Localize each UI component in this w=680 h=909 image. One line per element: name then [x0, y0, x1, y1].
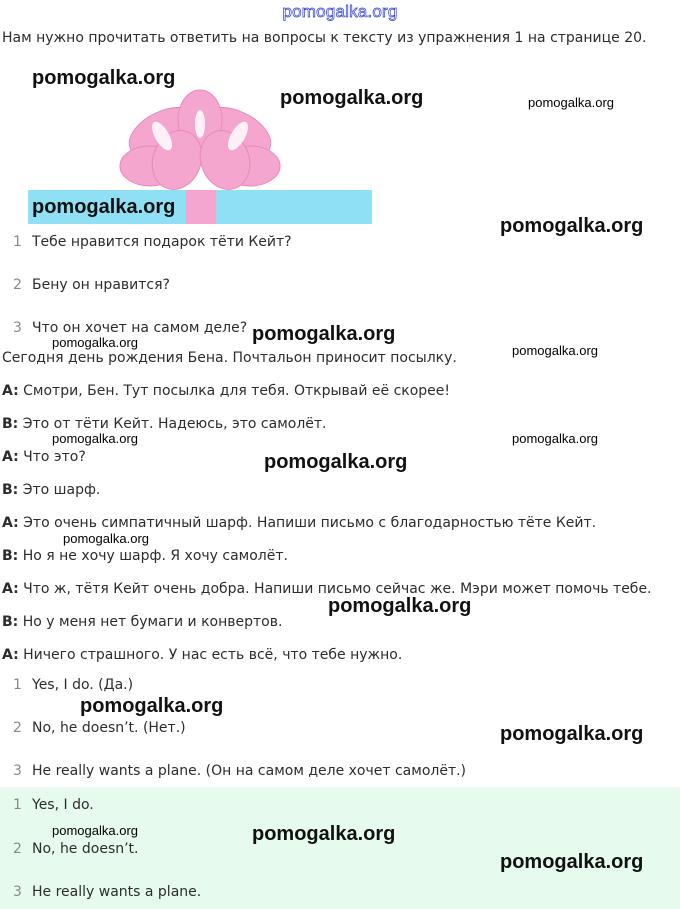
watermark: pomogalka.org [500, 723, 644, 745]
dialogue-text: Что ж, тётя Кейт очень добра. Напиши письмо сейчас же. Мэри может помочь тебе. [18, 581, 652, 597]
answer-text: He really wants a plane. [32, 884, 202, 900]
answer-number: 3 [13, 884, 22, 900]
watermark: pomogalka.org [264, 451, 408, 473]
watermark: pomogalka.org [52, 823, 138, 838]
answer-text: No, he doesn’t. (Нет.) [32, 720, 186, 736]
answer-number: 1 [13, 677, 22, 693]
dialogue-text: Ничего страшного. У нас есть всё, что тебе нужно. [18, 647, 403, 663]
watermark: pomogalka.org [52, 335, 138, 350]
watermark: pomogalka.org [500, 851, 644, 873]
dialogue-line [2, 614, 282, 630]
speaker-label: A: [2, 383, 19, 399]
story-intro: Сегодня день рождения Бена. Почтальон приносит посылку. [2, 350, 457, 366]
dialogue-line [2, 548, 288, 564]
answer-number: 2 [13, 720, 22, 736]
dialogue-text: Что это? [18, 449, 86, 465]
speaker-label: A: [2, 647, 19, 663]
speaker-label: A: [2, 449, 19, 465]
speaker-label: B: [2, 548, 19, 564]
task-intro: Нам нужно прочитать ответить на вопросы к тексту из упражнения 1 на странице 20. [2, 30, 647, 46]
answer-number: 1 [13, 797, 22, 813]
dialogue-text: Это очень симпатичный шарф. Напиши письмо с благодарностью тёте Кейт. [18, 515, 597, 531]
answer-text: Yes, I do. (Да.) [32, 677, 134, 693]
speaker-label: B: [2, 614, 19, 630]
watermark: pomogalka.org [252, 823, 396, 845]
watermark: pomogalka.org [528, 95, 614, 110]
watermark: pomogalka.org [512, 431, 598, 446]
site-title[interactable]: pomogalka.org [282, 2, 398, 21]
question-text: Бену он нравится? [32, 277, 170, 293]
dialogue-line [2, 515, 596, 531]
speaker-label: A: [2, 581, 19, 597]
question-text: Что он хочет на самом деле? [32, 320, 248, 336]
watermark: pomogalka.org [252, 323, 396, 345]
gift-bow-illustration [115, 88, 285, 192]
dialogue-text: Но у меня нет бумаги и конвертов. [18, 614, 283, 630]
gift-ribbon [186, 190, 216, 224]
dialogue-text: Но я не хочу шарф. Я хочу самолёт. [18, 548, 288, 564]
dialogue-line [2, 416, 327, 432]
watermark: pomogalka.org [328, 595, 472, 617]
watermark: pomogalka.org [80, 695, 224, 717]
dialogue-text: Смотри, Бен. Тут посылка для тебя. Открывай её скорее! [18, 383, 451, 399]
answer-number: 3 [13, 763, 22, 779]
question-text: Тебе нравится подарок тёти Кейт? [32, 234, 292, 250]
speaker-label: B: [2, 482, 19, 498]
question-number: 1 [13, 234, 22, 250]
answer-text: Yes, I do. [32, 797, 94, 813]
answer-text: No, he doesn’t. [32, 841, 139, 857]
answer-number: 2 [13, 841, 22, 857]
watermark: pomogalka.org [500, 215, 644, 237]
dialogue-text: Это шарф. [18, 482, 101, 498]
watermark: pomogalka.org [32, 67, 176, 89]
watermark: pomogalka.org [52, 431, 138, 446]
question-number: 3 [13, 320, 22, 336]
question-number: 2 [13, 277, 22, 293]
speaker-label: A: [2, 515, 19, 531]
watermark: pomogalka.org [512, 343, 598, 358]
dialogue-line [2, 449, 86, 465]
watermark: pomogalka.org [280, 87, 424, 109]
answer-text: He really wants a plane. (Он на самом деле хочет самолёт.) [32, 763, 467, 779]
dialogue-line [2, 647, 402, 663]
watermark: pomogalka.org [63, 531, 149, 546]
speaker-label: B: [2, 416, 19, 432]
dialogue-line [2, 383, 450, 399]
watermark: pomogalka.org [32, 196, 176, 218]
dialogue-text: Это от тёти Кейт. Надеюсь, это самолёт. [18, 416, 327, 432]
dialogue-line [2, 482, 100, 498]
dialogue-line [2, 581, 652, 597]
